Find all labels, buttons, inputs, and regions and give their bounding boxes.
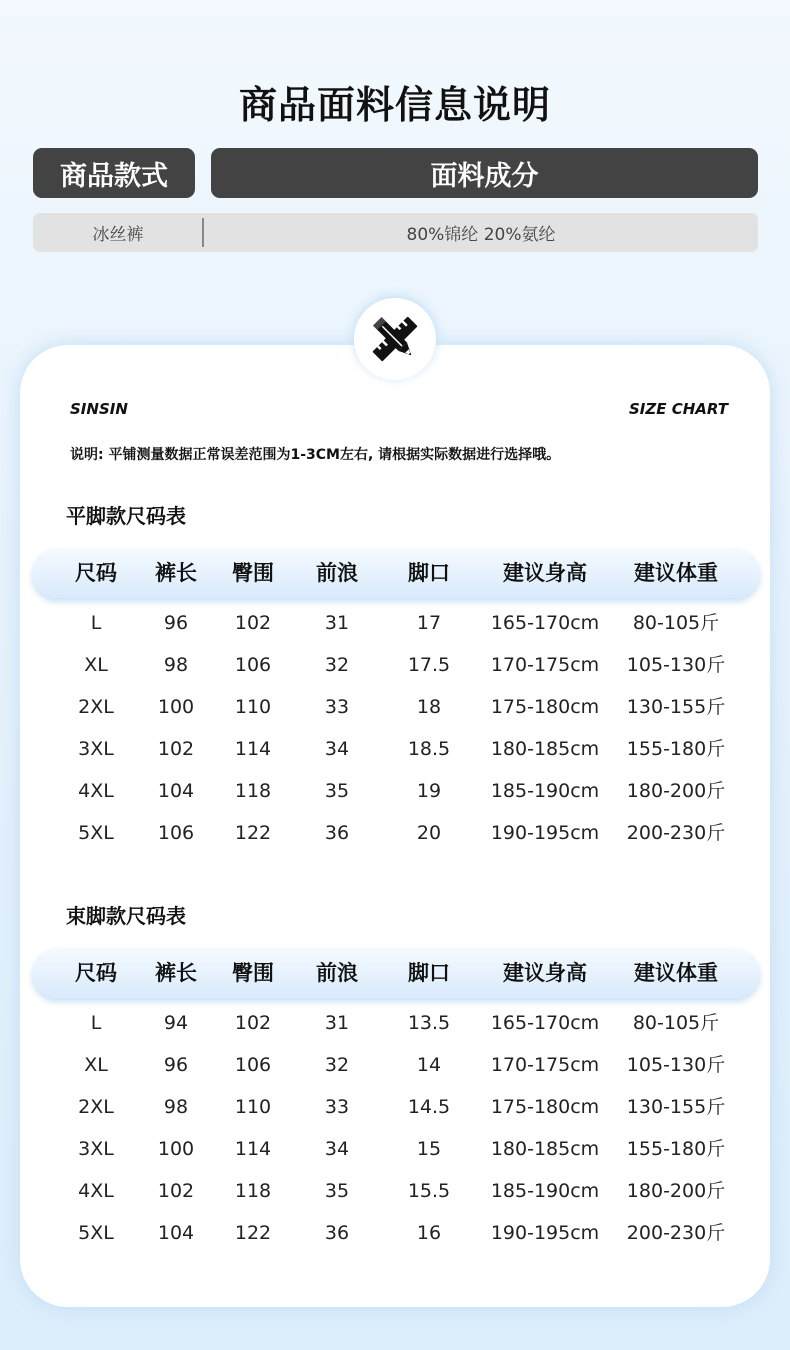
table-cell: 190-195cm (490, 1222, 600, 1244)
table-cell: 20 (416, 822, 442, 844)
table-cell: 180-200斤 (626, 780, 726, 802)
table-cell: 180-185cm (490, 738, 600, 760)
brand-label: SINSIN (70, 400, 128, 418)
col-size: 尺码 (75, 961, 117, 985)
table-cell: 130-155斤 (626, 696, 726, 718)
table-cell: 14.5 (407, 1096, 451, 1118)
table-cell: 104 (157, 1222, 195, 1244)
table-cell: 175-180cm (490, 1096, 600, 1118)
size-chart-label: SIZE CHART (628, 400, 728, 418)
table-cell: 105-130斤 (626, 1054, 726, 1076)
table-row (0, 687, 790, 727)
table-cell: 110 (234, 1096, 272, 1118)
table-cell: 4XL (78, 780, 114, 802)
table-cell: 33 (324, 1096, 350, 1118)
table-cell: 122 (234, 1222, 272, 1244)
cuffed-table-title: 束脚款尺码表 (66, 904, 186, 928)
cuffed-header-row (0, 948, 790, 998)
table-cell: 165-170cm (490, 612, 600, 634)
table-cell: 155-180斤 (626, 738, 726, 760)
composition-value: 80%锦纶 20%氨纶 (406, 225, 556, 245)
table-cell: 98 (163, 1096, 189, 1118)
table-cell: 16 (416, 1222, 442, 1244)
table-cell: 106 (157, 822, 195, 844)
col-height: 建议身高 (503, 561, 587, 585)
table-cell: 34 (324, 738, 350, 760)
table-cell: 200-230斤 (626, 822, 726, 844)
table-cell: 31 (324, 1012, 350, 1034)
icon-badge (354, 298, 436, 380)
table-cell: 106 (234, 1054, 272, 1076)
table-cell: 118 (234, 780, 272, 802)
table-row (0, 603, 790, 643)
table-cell: 180-185cm (490, 1138, 600, 1160)
col-weight: 建议体重 (634, 561, 718, 585)
table-cell: 36 (324, 1222, 350, 1244)
table-cell: 130-155斤 (626, 1096, 726, 1118)
col-hip: 臀围 (232, 561, 274, 585)
table-cell: 155-180斤 (626, 1138, 726, 1160)
ruler-pencil-icon (368, 312, 422, 366)
table-cell: 33 (324, 696, 350, 718)
table-cell: 185-190cm (490, 780, 600, 802)
table-cell: 32 (324, 654, 350, 676)
table-cell: 190-195cm (490, 822, 600, 844)
table-cell: 94 (163, 1012, 189, 1034)
table-cell: 106 (234, 654, 272, 676)
table-cell: 102 (234, 1012, 272, 1034)
flat-hem-table-title: 平脚款尺码表 (66, 504, 186, 528)
table-cell: 5XL (78, 1222, 114, 1244)
table-cell: L (90, 1012, 102, 1034)
col-size: 尺码 (75, 561, 117, 585)
measurement-note: 说明: 平铺测量数据正常误差范围为1-3CM左右, 请根据实际数据进行选择哦。 (70, 447, 561, 463)
table-row (0, 1171, 790, 1211)
col-length: 裤长 (155, 961, 197, 985)
table-cell: 114 (234, 738, 272, 760)
table-cell: 105-130斤 (626, 654, 726, 676)
table-cell: 100 (157, 1138, 195, 1160)
table-row (0, 1213, 790, 1253)
col-height: 建议身高 (503, 961, 587, 985)
col-length: 裤长 (155, 561, 197, 585)
table-cell: 2XL (78, 1096, 114, 1118)
style-value: 冰丝裤 (92, 225, 144, 245)
table-cell: 100 (157, 696, 195, 718)
table-row (0, 729, 790, 769)
table-cell: 18 (416, 696, 442, 718)
table-cell: L (90, 612, 102, 634)
table-cell: 3XL (78, 1138, 114, 1160)
table-row (0, 813, 790, 853)
table-cell: 4XL (78, 1180, 114, 1202)
table-cell: 17.5 (407, 654, 451, 676)
col-front-rise: 前浪 (316, 961, 358, 985)
table-cell: 32 (324, 1054, 350, 1076)
table-cell: 3XL (78, 738, 114, 760)
table-cell: 114 (234, 1138, 272, 1160)
table-cell: 170-175cm (490, 654, 600, 676)
table-cell: 31 (324, 612, 350, 634)
page-title: 商品面料信息说明 (238, 83, 551, 127)
table-cell: 15.5 (407, 1180, 451, 1202)
table-cell: 36 (324, 822, 350, 844)
col-leg-opening: 脚口 (408, 961, 450, 985)
col-weight: 建议体重 (634, 961, 718, 985)
composition-header: 面料成分 (211, 148, 758, 198)
fabric-info-row (33, 213, 758, 252)
table-cell: 2XL (78, 696, 114, 718)
flat-hem-header-row (0, 548, 790, 598)
table-cell: 15 (416, 1138, 442, 1160)
table-cell: 34 (324, 1138, 350, 1160)
table-cell: 104 (157, 780, 195, 802)
col-leg-opening: 脚口 (408, 561, 450, 585)
table-cell: 80-105斤 (632, 1012, 720, 1034)
table-row (0, 645, 790, 685)
table-cell: 170-175cm (490, 1054, 600, 1076)
table-cell: 5XL (78, 822, 114, 844)
table-cell: 180-200斤 (626, 1180, 726, 1202)
table-cell: 175-180cm (490, 696, 600, 718)
table-cell: 19 (416, 780, 442, 802)
table-cell: 102 (234, 612, 272, 634)
table-cell: 165-170cm (490, 1012, 600, 1034)
table-row (0, 771, 790, 811)
table-cell: 200-230斤 (626, 1222, 726, 1244)
table-cell: XL (84, 1054, 108, 1076)
table-cell: 14 (416, 1054, 442, 1076)
table-cell: 96 (163, 612, 189, 634)
col-front-rise: 前浪 (316, 561, 358, 585)
table-cell: XL (84, 654, 108, 676)
table-cell: 122 (234, 822, 272, 844)
table-cell: 102 (157, 738, 195, 760)
style-header: 商品款式 (33, 148, 195, 198)
table-row (0, 1003, 790, 1043)
table-cell: 102 (157, 1180, 195, 1202)
table-cell: 118 (234, 1180, 272, 1202)
table-cell: 18.5 (407, 738, 451, 760)
table-cell: 98 (163, 654, 189, 676)
table-cell: 17 (416, 612, 442, 634)
table-cell: 110 (234, 696, 272, 718)
table-cell: 80-105斤 (632, 612, 720, 634)
table-cell: 35 (324, 1180, 350, 1202)
table-row (0, 1087, 790, 1127)
col-hip: 臀围 (232, 961, 274, 985)
table-row (0, 1129, 790, 1169)
table-cell: 35 (324, 780, 350, 802)
table-cell: 185-190cm (490, 1180, 600, 1202)
table-cell: 13.5 (407, 1012, 451, 1034)
table-cell: 96 (163, 1054, 189, 1076)
table-row (0, 1045, 790, 1085)
